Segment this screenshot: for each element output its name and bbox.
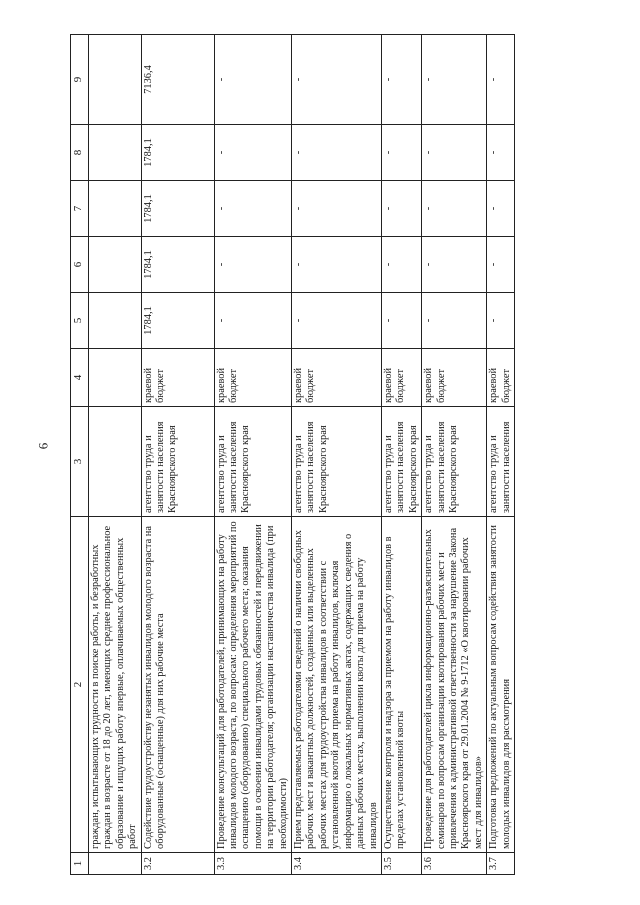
value-col-7: - xyxy=(292,181,382,237)
value-col-6: - xyxy=(381,237,421,293)
table-row xyxy=(214,35,291,875)
header-col-8: 8 xyxy=(71,125,89,181)
value-col-9: - xyxy=(292,35,382,125)
executor-text: агентство труда и занятости населения Красноярского края xyxy=(381,407,421,517)
value-col-5: - xyxy=(292,293,382,349)
value-col-7: 1784,1 xyxy=(141,181,214,237)
value-col-9: - xyxy=(381,35,421,125)
header-row xyxy=(71,35,89,875)
value-col-6: - xyxy=(292,237,382,293)
value-col-6: - xyxy=(214,237,291,293)
value-col-9: - xyxy=(422,35,487,125)
measure-text: Подготовка предложений по актуальным вопросам содействия занятости молодых инвалидов для рассмотрения xyxy=(487,517,515,853)
header-col-9: 9 xyxy=(71,35,89,125)
table-row xyxy=(422,35,487,875)
row-number: 3.3 xyxy=(214,853,291,875)
row-number: 3.7 xyxy=(487,853,515,875)
measure-text: граждан, испытывающих трудности в поиске работы, и безработных граждан в возрасте от 18 до 20 лет, имеющих среднее профессиональное образование и ищущих работу впервые, оплачиваемых общественных работ xyxy=(89,517,142,853)
row-number: 3.2 xyxy=(141,853,214,875)
rotated-table-wrapper xyxy=(70,35,610,875)
funding-source: краевой бюджет xyxy=(141,349,214,407)
value-col-8: - xyxy=(381,125,421,181)
value-col-6: 1784,1 xyxy=(141,237,214,293)
value-col-8: 1784,1 xyxy=(141,125,214,181)
header-col-3: 3 xyxy=(71,407,89,517)
row-number: 3.4 xyxy=(292,853,382,875)
funding-source: краевой бюджет xyxy=(214,349,291,407)
value-col-7: - xyxy=(214,181,291,237)
executor-text: агентство труда и занятости населения Красноярского края xyxy=(422,407,487,517)
value-col-8: - xyxy=(422,125,487,181)
value-col-5: - xyxy=(214,293,291,349)
executor-text: агентство труда и занятости населения Красноярского края xyxy=(141,407,214,517)
measure-text: Содействие трудоустройству незанятых инвалидов молодого возраста на оборудованные (оснащенные) для них рабочие места xyxy=(141,517,214,853)
value-col-9: - xyxy=(487,35,515,125)
value-col-8: - xyxy=(292,125,382,181)
value-col-9: 7136,4 xyxy=(141,35,214,125)
value-col-5: - xyxy=(422,293,487,349)
executor-text: агентство труда и занятости населения Красноярского края xyxy=(214,407,291,517)
executor-text: агентство труда и занятости населения xyxy=(487,407,515,517)
table-row xyxy=(381,35,421,875)
executor-text: агентство труда и занятости населения Красноярского края xyxy=(292,407,382,517)
executor-text xyxy=(89,407,142,517)
funding-source: краевой бюджет xyxy=(292,349,382,407)
measure-text: Осуществление контроля и надзора за приемом на работу инвалидов в пределах установленной квоты xyxy=(381,517,421,853)
funding-source: краевой бюджет xyxy=(487,349,515,407)
row-number: 3.5 xyxy=(381,853,421,875)
funding-source: краевой бюджет xyxy=(422,349,487,407)
table-row xyxy=(487,35,515,875)
header-col-5: 5 xyxy=(71,293,89,349)
measure-text: Проведение консультаций для работодателей, принимающих на работу инвалидов молодого возраста, по вопросам: определения мероприятий по оснащению (оборудованию) специального рабочего места; оказания помощи в освоении инвалидами трудовых обязанностей и передвижении на территории работодателя; организации наставничества инвалида (при необходимости) xyxy=(214,517,291,853)
header-col-4: 4 xyxy=(71,349,89,407)
value-col-6: - xyxy=(422,237,487,293)
measure-text: Прием представляемых работодателями сведений о наличии свободных рабочих мест и вакантных должностей, созданных или выделенных рабочих местах для трудоустройства инвалидов в соответствии с установленной квотой для приема на работу инвалидов, включая информацию о локальных нормативных актах, содержащих сведения о данных рабочих местах, выполнении квоты для приема на работу инвалидов xyxy=(292,517,382,853)
funding-source: краевой бюджет xyxy=(381,349,421,407)
value-col-6: - xyxy=(487,237,515,293)
table-row xyxy=(292,35,382,875)
value-col-5 xyxy=(89,293,142,349)
value-col-5: 1784,1 xyxy=(141,293,214,349)
value-col-7: - xyxy=(487,181,515,237)
header-col-1: 1 xyxy=(71,853,89,875)
value-col-8: - xyxy=(487,125,515,181)
table-row xyxy=(89,35,142,875)
value-col-7: - xyxy=(422,181,487,237)
value-col-7 xyxy=(89,181,142,237)
row-number xyxy=(89,853,142,875)
page-number: 6 xyxy=(35,442,51,450)
value-col-5: - xyxy=(487,293,515,349)
value-col-8 xyxy=(89,125,142,181)
table-row xyxy=(141,35,214,875)
value-col-9: - xyxy=(214,35,291,125)
header-col-7: 7 xyxy=(71,181,89,237)
header-col-6: 6 xyxy=(71,237,89,293)
row-number: 3.6 xyxy=(422,853,487,875)
value-col-8: - xyxy=(214,125,291,181)
funding-source xyxy=(89,349,142,407)
value-col-5: - xyxy=(381,293,421,349)
header-col-2: 2 xyxy=(71,517,89,853)
value-col-7: - xyxy=(381,181,421,237)
measure-text: Проведение для работодателей цикла информационно-разъяснительных семинаров по вопросам организации квотирования рабочих мест и привлечения к административной ответственности за нарушение Закона Красноярского края от 29.01.2004 № 9-1712 «О квотировании рабочих мест для инвалидов» xyxy=(422,517,487,853)
value-col-6 xyxy=(89,237,142,293)
value-col-9 xyxy=(89,35,142,125)
program-measures-table xyxy=(70,34,515,875)
